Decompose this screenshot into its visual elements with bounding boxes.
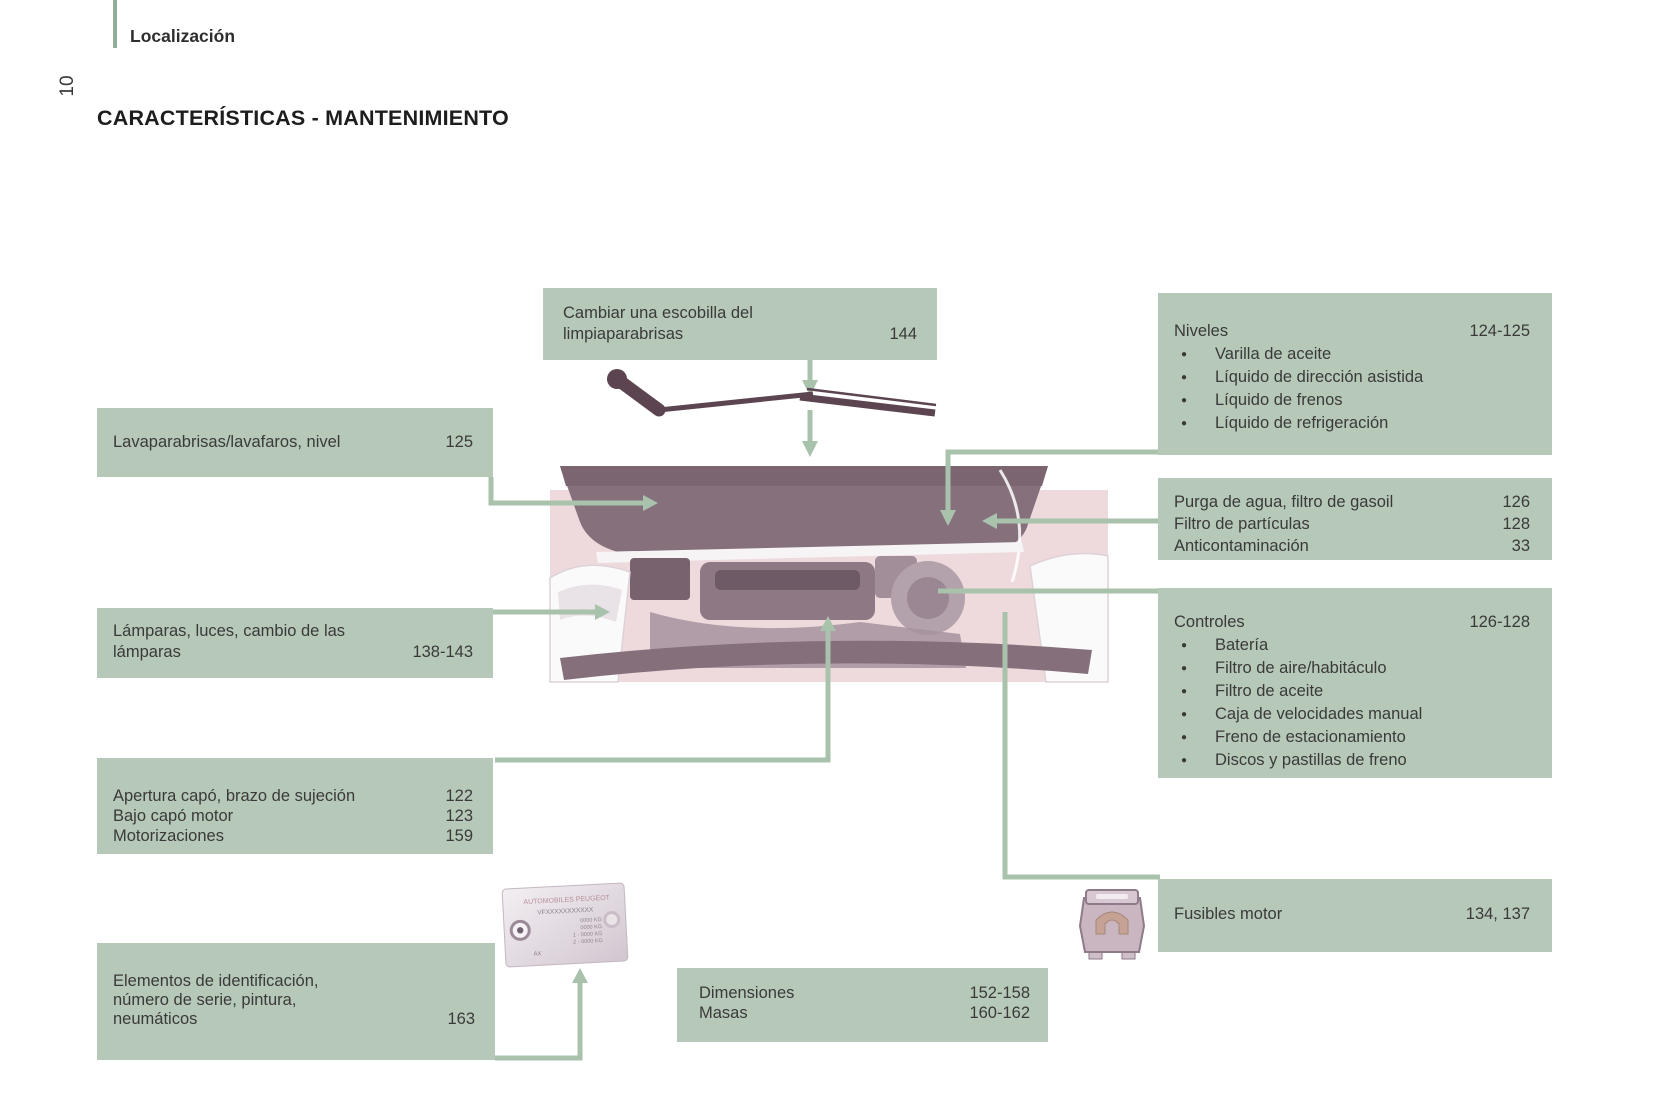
callout-page-ref: 134, 137 [1465, 905, 1530, 923]
callout-fusibles [1158, 879, 1552, 952]
callout-page-ref: 125 [445, 433, 473, 451]
callout-label: Lámparas, luces, cambio de las lámparas [113, 622, 346, 661]
section-accent-bar [113, 0, 117, 48]
bullet-icon: ● [1181, 686, 1188, 697]
callout-niveles [1158, 293, 1552, 455]
list-item: Motorizaciones 159 [113, 827, 473, 845]
list-item: ● Líquido de refrigeración [1174, 412, 1530, 435]
list-item: ● Discos y pastillas de freno [1174, 749, 1530, 772]
callout-lavaparabrisas [97, 408, 493, 477]
svg-text:2 - 0000 KG: 2 - 0000 KG [573, 938, 604, 946]
bullet-icon: ● [1181, 663, 1188, 674]
callout-title: Niveles [1174, 322, 1229, 340]
list-item: ● Líquido de dirección asistida [1174, 366, 1530, 389]
bullet-icon: ● [1181, 372, 1188, 383]
callout-label: Fusibles motor [1174, 905, 1283, 923]
wiper-arm-illustration [595, 355, 945, 420]
bullet-icon: ● [1181, 418, 1188, 429]
svg-text:0000 KG: 0000 KG [580, 924, 603, 932]
list-item: Masas 160-162 [699, 1004, 1030, 1022]
callout-wiper-blade [543, 288, 937, 360]
bullet-icon: ● [1181, 709, 1188, 720]
section-label: Localización [130, 26, 236, 46]
bullet-icon: ● [1181, 732, 1188, 743]
svg-text:VFXXXXXXXXXXX: VFXXXXXXXXXXX [537, 906, 594, 917]
list-item: ● Varilla de aceite [1174, 343, 1530, 366]
engine-bay-illustration [530, 460, 1110, 695]
battery [630, 558, 690, 600]
callout-dimensiones [677, 968, 1048, 1042]
callout-lamparas [97, 608, 493, 678]
list-item: ● Batería [1174, 634, 1530, 657]
callout-page-ref: 138-143 [412, 643, 473, 661]
svg-text:0000 KG: 0000 KG [579, 917, 602, 925]
list-item: Purga de agua, filtro de gasoil 126 [1174, 493, 1530, 511]
callout-controles [1158, 588, 1552, 778]
fuse-icon [1072, 882, 1152, 960]
list-item: ● Filtro de aceite [1174, 680, 1530, 703]
svg-text:AX: AX [533, 951, 542, 958]
callout-identificacion [97, 943, 495, 1060]
bullet-icon: ● [1181, 640, 1188, 651]
list-item: Anticontaminación 33 [1174, 537, 1530, 555]
list-item: ● Caja de velocidades manual [1174, 703, 1530, 726]
callout-label: Elementos de identificación, número de serie, pintura, neumáticos [113, 972, 319, 1028]
list-item: Dimensiones 152-158 [699, 984, 1030, 1002]
bullet-icon: ● [1181, 349, 1188, 360]
page-number: 10 [57, 75, 78, 97]
bullet-icon: ● [1181, 755, 1188, 766]
list-item: ● Freno de estacionamiento [1174, 726, 1530, 749]
plate-brand-text: AUTOMOBILES PEUGEOT [523, 894, 611, 907]
callout-label: Cambiar una escobilla del limpiaparabrisas [563, 304, 753, 343]
callout-page-ref: 126-128 [1469, 613, 1530, 631]
list-item: ● Líquido de frenos [1174, 389, 1530, 412]
list-item: ● Filtro de aire/habitáculo [1174, 657, 1530, 680]
list-item: Apertura capó, brazo de sujeción 122 [113, 787, 473, 805]
callout-title: Controles [1174, 613, 1245, 631]
callout-page-ref: 124-125 [1469, 322, 1530, 340]
id-plate-illustration [498, 878, 633, 973]
callout-page-ref: 163 [447, 1010, 475, 1028]
callout-label: Lavaparabrisas/lavafaros, nivel [113, 433, 341, 451]
list-item: Bajo capó motor 123 [113, 807, 473, 825]
callout-filtros [1158, 478, 1552, 560]
svg-text:1 - 0000 KG: 1 - 0000 KG [572, 931, 603, 939]
bullet-icon: ● [1181, 395, 1188, 406]
callout-page-ref: 144 [889, 325, 917, 343]
list-item: Filtro de partículas 128 [1174, 515, 1530, 533]
page-title: CARACTERÍSTICAS - MANTENIMIENTO [97, 106, 509, 130]
callout-apertura-capo [97, 758, 493, 854]
